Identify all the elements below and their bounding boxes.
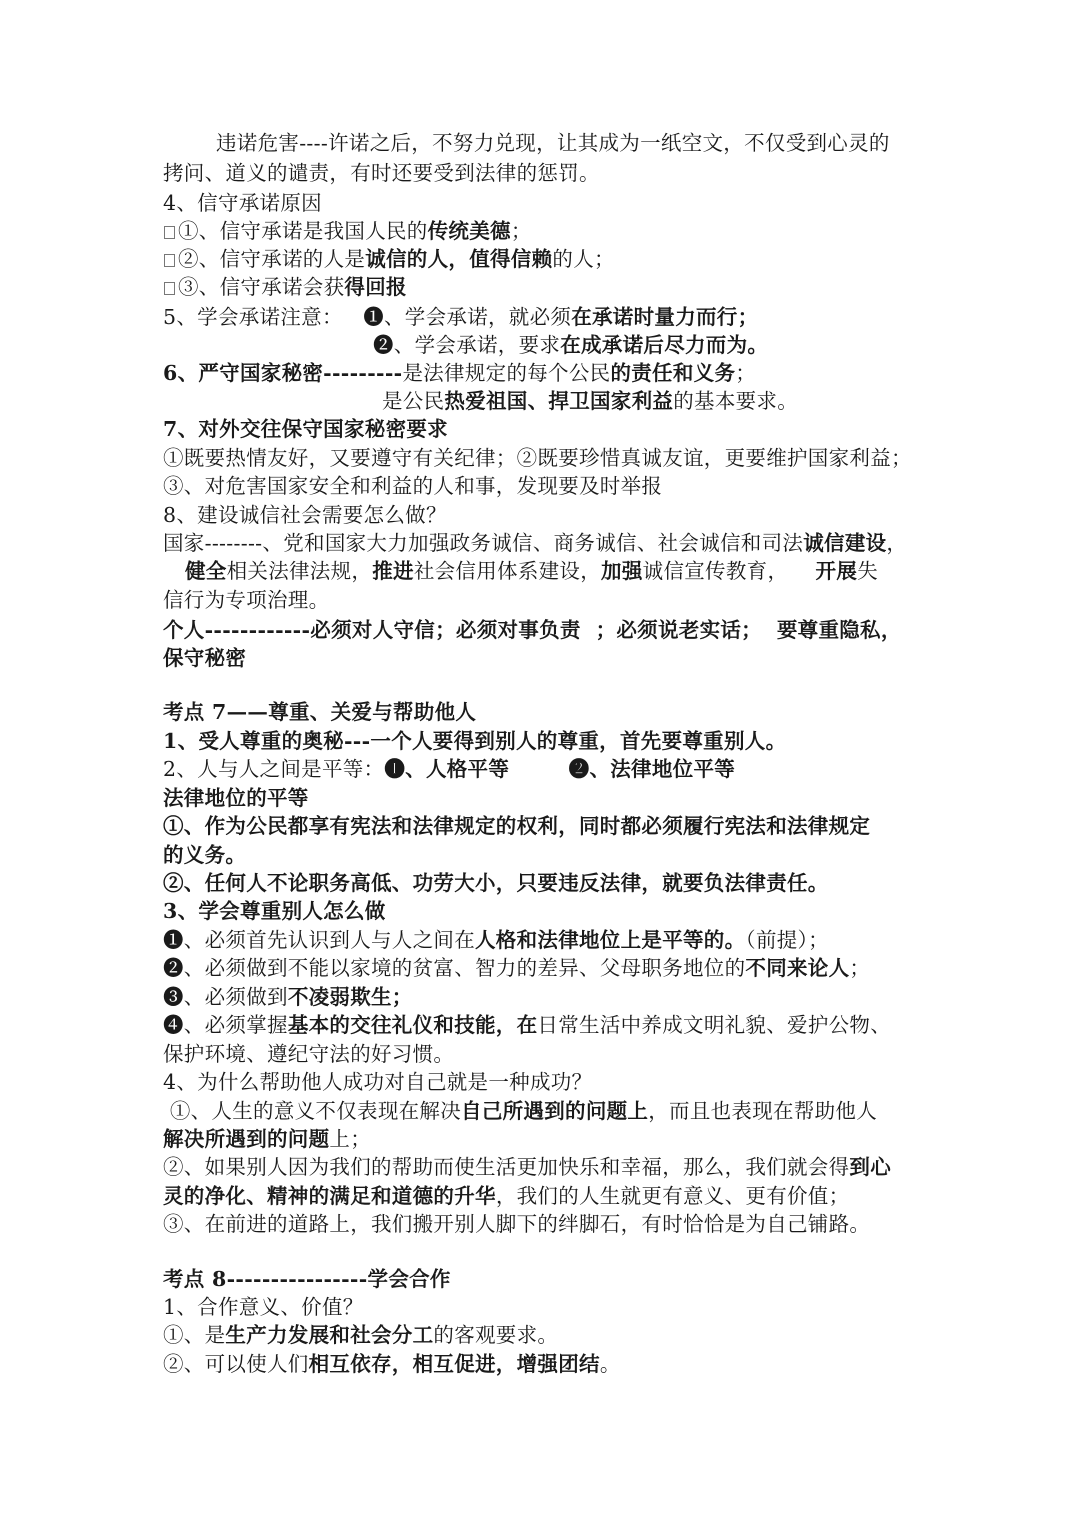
bold-text-segment: ❶、人格平等 ❷、法律地位平等 <box>384 757 736 781</box>
text-segment: 上； <box>329 1127 372 1151</box>
text-segment: 。 <box>599 1352 621 1376</box>
text-line <box>163 244 923 274</box>
bold-text-segment: 在承诺时量力而行； <box>571 305 759 329</box>
text-segment: ❷、必须做到不能以家境的贫富、智力的差异、父母职务地位的 <box>163 956 746 980</box>
text-segment: ，我们的人生就更有意义、更有价值； <box>495 1184 850 1208</box>
bold-text-segment: 保守秘密 <box>163 646 247 670</box>
text-segment: ①既要热情友好，又要遵守有关纪律；②既要珍惜真诚友谊，更要维护国家利益； <box>163 446 912 470</box>
bold-text-segment: 生产力发展和社会分工 <box>225 1323 434 1347</box>
bold-text-segment: 不凌弱欺生； <box>287 985 413 1009</box>
text-line <box>163 811 923 841</box>
text-line <box>163 1349 923 1379</box>
text-line <box>163 585 923 615</box>
text-segment: ； <box>849 956 871 980</box>
checkbox-glyph-icon <box>164 226 175 239</box>
text-segment: ②、可以使人们 <box>163 1352 309 1376</box>
bold-text-segment: 得回报 <box>344 275 407 299</box>
bold-text-segment: 个人------------必须对人守信；必须对事负责 ；必须说老实话； 要尊重隐私， <box>163 618 902 642</box>
text-line <box>185 556 945 586</box>
bold-text-segment: 不同来论人 <box>745 956 850 980</box>
bold-text-segment: 传统美德 <box>427 219 511 243</box>
text-segment: 是法律规定的每个公民 <box>402 361 611 385</box>
text-line <box>163 1181 923 1211</box>
text-segment: 相关法律法规， <box>226 559 373 583</box>
text-segment: ②、如果别人因为我们的帮助而使生活更加快乐和幸福，那么，我们就会得 <box>163 1155 850 1179</box>
text-segment: 的基本要求。 <box>673 389 799 413</box>
text-segment: 日常生活中养成文明礼貌、爱护公物、 <box>537 1013 892 1037</box>
bold-text-segment: 解决所遇到的问题 <box>163 1127 330 1151</box>
bold-text-segment: 相互依存，相互促进，增强团结 <box>308 1352 600 1376</box>
text-line <box>163 783 923 813</box>
text-line <box>163 414 923 444</box>
bold-text-segment: 6、严守国家秘密--------- <box>163 361 403 385</box>
bold-text-segment: 的责任和义务 <box>610 361 736 385</box>
text-segment: 2、人与人之间是平等： <box>163 757 385 781</box>
bold-text-segment: 7、对外交往保守国家秘密要求 <box>163 417 448 441</box>
text-line <box>163 443 923 473</box>
bold-text-segment: 开展 <box>815 559 858 583</box>
bold-text-segment: ①、作为公民都享有宪法和法律规定的权利，同时都必须履行宪法和法律规定 <box>163 814 871 838</box>
text-segment: 的人； <box>552 247 615 271</box>
bold-text-segment: 基本的交往礼仪和技能，在 <box>287 1013 538 1037</box>
text-segment: ①、人生的意义不仅表现在解决 <box>163 1099 462 1123</box>
text-segment: ； <box>510 219 532 243</box>
bold-text-segment: 考点 7——尊重、关爱与帮助他人 <box>163 700 477 724</box>
text-line <box>163 528 923 558</box>
text-segment: ①、信守承诺是我国人民的 <box>178 219 428 243</box>
text-line <box>216 128 976 158</box>
bold-text-segment: 健全 <box>185 559 227 583</box>
bold-text-segment: 人格和法律地位上是平等的。 <box>475 928 746 952</box>
text-line <box>163 358 923 388</box>
text-line <box>163 1124 923 1154</box>
bold-text-segment: 1、受人尊重的奥秘---一个人要得到别人的尊重，首先要尊重别人。 <box>163 729 787 753</box>
text-line <box>163 726 923 756</box>
bold-text-segment: 3、学会尊重别人怎么做 <box>163 899 386 923</box>
checkbox-glyph-icon <box>164 282 175 295</box>
text-segment: 信行为专项治理。 <box>163 588 330 612</box>
text-segment: 社会信用体系建设， <box>413 559 602 583</box>
text-segment: 诚信宣传教育， <box>642 559 816 583</box>
text-line <box>163 1264 923 1294</box>
text-segment: 违诺危害----许诺之后，不努力兑现，让其成为一纸空文，不仅受到心灵的 <box>216 131 890 155</box>
text-line <box>373 330 1080 360</box>
bold-text-segment: 推进 <box>372 559 414 583</box>
text-segment: 保护环境、遵纪守法的好习惯。 <box>163 1042 455 1066</box>
text-line <box>163 302 923 332</box>
bold-text-segment: ②、任何人不论职务高低、功劳大小，只要违反法律，就要负法律责任。 <box>163 871 829 895</box>
text-line <box>163 188 923 218</box>
text-segment: ❷、学会承诺，要求 <box>373 333 561 357</box>
text-segment: 4、为什么帮助他人成功对自己就是一种成功？ <box>163 1070 593 1094</box>
text-segment: ，而且也表现在帮助他人 <box>648 1099 878 1123</box>
text-line <box>163 471 923 501</box>
text-segment: 的客观要求。 <box>433 1323 559 1347</box>
text-line <box>163 1292 923 1322</box>
text-line <box>163 896 923 926</box>
text-line <box>163 868 923 898</box>
text-line <box>163 216 923 246</box>
bold-text-segment: 诚信建设 <box>803 531 887 555</box>
text-line <box>163 840 923 870</box>
text-line <box>163 1320 923 1350</box>
text-line <box>163 158 923 188</box>
bold-text-segment: 自己所遇到的问题上 <box>461 1099 649 1123</box>
text-line <box>163 615 923 645</box>
text-line <box>163 1209 923 1239</box>
text-segment: 8、建设诚信社会需要怎么做？ <box>163 503 447 527</box>
text-line <box>163 982 923 1012</box>
text-segment: ③、在前进的道路上，我们搬开别人脚下的绊脚石，有时恰恰是为自己铺路。 <box>163 1212 871 1236</box>
bold-text-segment: 到心 <box>849 1155 892 1179</box>
bold-text-segment: 灵的净化、精神的满足和道德的升华 <box>163 1184 496 1208</box>
text-segment: 1、合作意义、价值？ <box>163 1295 364 1319</box>
text-segment: ， <box>886 531 908 555</box>
text-segment: 拷问、道义的谴责，有时还要受到法律的惩罚。 <box>163 161 600 185</box>
text-segment: ①、是 <box>163 1323 226 1347</box>
text-line <box>163 500 923 530</box>
bold-text-segment: 的义务。 <box>163 843 247 867</box>
bold-text-segment: 诚信的人，值得信赖 <box>365 247 553 271</box>
text-segment: ③、对危害国家安全和利益的人和事，发现要及时举报 <box>163 474 663 498</box>
text-segment: 是公民 <box>382 389 445 413</box>
text-line <box>382 386 1080 416</box>
text-line <box>163 1039 923 1069</box>
text-segment: 4、信守承诺原因 <box>163 191 322 215</box>
text-line <box>163 697 923 727</box>
bold-text-segment: 加强 <box>601 559 643 583</box>
text-line <box>163 925 923 955</box>
bold-text-segment: 法律地位的平等 <box>163 786 309 810</box>
bold-text-segment: 在成承诺后尽力而为。 <box>560 333 769 357</box>
text-line <box>163 1152 923 1182</box>
text-line <box>163 1010 923 1040</box>
text-line <box>163 1096 923 1126</box>
text-line <box>163 643 923 673</box>
text-segment: 5、学会承诺注意： ❶、学会承诺，就必须 <box>163 305 572 329</box>
bold-text-segment: 考点 8----------------学会合作 <box>163 1267 451 1291</box>
text-segment: ❶、必须首先认识到人与人之间在 <box>163 928 475 952</box>
text-segment: （前提）； <box>745 928 829 952</box>
text-segment: ❸、必须做到 <box>163 985 288 1009</box>
text-segment: ❹、必须掌握 <box>163 1013 288 1037</box>
text-line <box>163 1067 923 1097</box>
bold-text-segment: 热爱祖国、捍卫国家利益 <box>444 389 674 413</box>
text-line <box>163 272 923 302</box>
text-segment: ； <box>735 361 757 385</box>
text-segment: ②、信守承诺的人是 <box>178 247 366 271</box>
text-segment: ③、信守承诺会获 <box>178 275 345 299</box>
text-line <box>163 953 923 983</box>
text-segment: 失 <box>857 559 878 583</box>
text-line <box>163 754 923 784</box>
text-segment: 国家--------、党和国家大力加强政务诚信、商务诚信、社会诚信和司法 <box>163 531 804 555</box>
checkbox-glyph-icon <box>164 254 175 267</box>
